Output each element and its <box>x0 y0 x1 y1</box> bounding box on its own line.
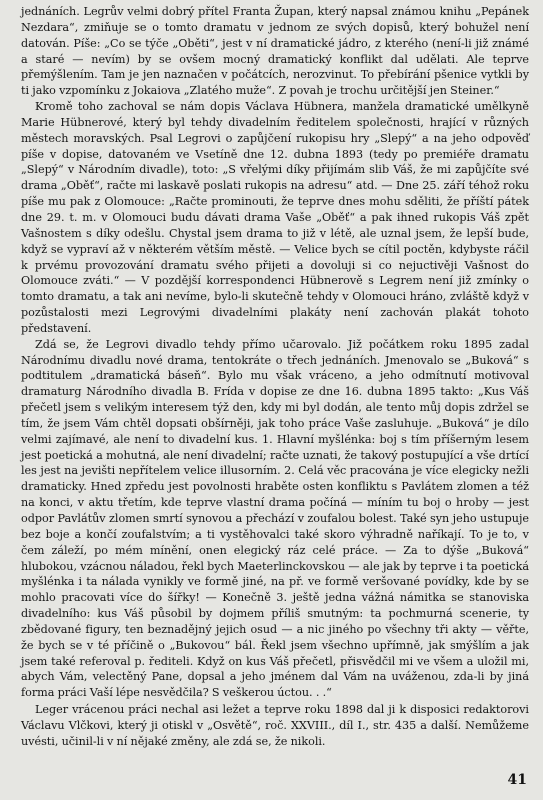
paragraph-bukova-frida: Zdá se, že Legrovi divadlo tehdy přímo učarovalo. Již počátkem roku 1895 zadal Národnímu divadlu nové drama, tentokráte o třech jednáních. Jmenovalo se „Buková“ s podtitulem „dramatická báseň“. Bylo mu však vráceno, a jeho odmítnutí motivoval dramaturg Národního divadla B. Frída v dopise ze dne 16. dubna 1895 takto: „Kus Váš přečetl jsem s velikým interesem týž den, kdy mi byl dodán, ale tento můj dopis zdržel se tím, že jsem Vám chtěl dopsati obšírněji, jak toho práce Vaše zasluhuje. „Buková“ je dílo velmi zajímavé, ale není to divadelní kus. 1. Hlavní myšlénka: boj s tím příšerným lesem jest poetická a mohutná, ale není divadelní; račte uznati, že takový postupující a vše drtící les jest na jevišti nepřítelem velice illusorním. 2. Celá věc pracována je více elegicky nežli dramaticky. Hned zpředu jest povolnosti hraběte osten konfliktu s Pavlátem zlomen a též na konci, v aktu třetím, kde teprve vlastní drama počíná — míním tu boj o hroby — jest odpor Pavlátův zlomen smrtí synovou a přechází v zoufalou bolest. Také syn jeho ustupuje bez boje a končí zoufalstvím; a ti vystěhovalci také skoro výhradně naříkají. To je to, v čem záleží, po mém mínění, onen elegický ráz celé práce. — Za to dýše „Buková“ hlubokou, vzácnou náladou, řekl bych Maeterlinckovskou — ale jak by teprve i ta poetická myšlénka i ta nálada vynikly ve formě jiné, na př. ve formě veršované povídky, kde by se mohlo pracovati více do šířky! — Konečně 3. ještě jedna vážná námitka se stanoviska divadelního: kus Váš působil by dojmem příliš smutným: ta pochmurná scenerie, ty zbědované figury, ten beznadějný jejich osud — a nic jiného po všechny tři akty — věřte, že bych se v té příčině o „Bukovou“ bál. Řekl jsem všechno upřímně, jak smýšlím a jak jsem také referoval p. řediteli. Když on kus Váš přečetl, přisvědčil mi ve všem a uložil mi, abych Vám, velectěný Pane, dopsal a jeho jménem dal Vám na uváženou, zda-li by jiná forma práci Vaší lépe nesvědčila? S veškerou úctou. . .“ <box>21 337 529 700</box>
paragraph-osveta-publication: Leger vrácenou práci nechal asi ležet a teprve roku 1898 dal ji k disposici redaktorovi Václavu Vlčkovi, který ji otiskl v „Osvětě“, roč. XXVIII., díl I., str. 435 a další. Nemůžeme uvésti, učinil-li v ní nějaké změny, ale zdá se, že nikoli. <box>21 703 529 748</box>
paragraph-zupan-letter: jednáních. Legrův velmi dobrý přítel Franta Župan, který napsal známou knihu „Pepánek Nezdara“, zmiňuje se o tomto dramatu v jednom ze svých dopisů, který bohužel není datován. Píše: „Co se týče „Oběti“, jest v ní dramatické jádro, z kterého (není-li již známé a staré — nevím) by se ovšem mocný dramatický konflikt dal udělati. Ale teprve přemýšlením. Tam je jen naznačen v počátcích, nerozvinut. To přebírání pšenice vytkli by ti jako vzpomínku z Jokaiova „Zlatého muže“. Z povah je trochu určitější jen Steiner.“ <box>21 5 529 98</box>
paragraph-hubner-letters: Kromě toho zachoval se nám dopis Václava Hübnera, manžela dramatické umělkyně Marie Hübnerové, který byl tehdy divadelním ředitelem společnosti, hrající v různých městech moravských. Psal Legrovi o zapůjčení rukopisu hry „Slepý“ a na jeho odpověď píše v dopise, datovaném ve Vsetíně dne 12. dubna 1893 (tedy po premiéře dramatu „Slepý“ v Národním divadle), toto: „S vřelými díky přijímám slib Váš, že mi zapůjčíte své drama „Oběť“, račte mi laskavě poslati rukopis na adresu“ atd. — Dne 25. září téhož roku píše mu pak z Olomouce: „Račte prominouti, že teprve dnes mohu sděliti, že příští pátek dne 29. t. m. v Olomouci budu dávati drama Vaše „Oběť“ a pak ihned rukopis Váš zpět Vašnostem s díky odešlu. Chystal jsem drama to již v létě, ale uznal jsem, že lepší bude, když se vypraví až v některém větším městě. — Velice bych se cítil poctěn, kdybyste ráčil k prvému provozování dramatu svého přijeti a dovoluji si co nejuctivěji Vašnost do Olomouce zváti.“ — V pozdější korrespondenci Hübnerově s Legrem není již zmínky o tomto dramatu, a tak ani nevíme, bylo-li skutečně tehdy v Olomouci hráno, zvláště když v pozůstalosti mezi Legrovými divadelními plakáty není zachován plakát tohoto představení. <box>21 100 529 335</box>
page-number: 41 <box>507 772 527 788</box>
